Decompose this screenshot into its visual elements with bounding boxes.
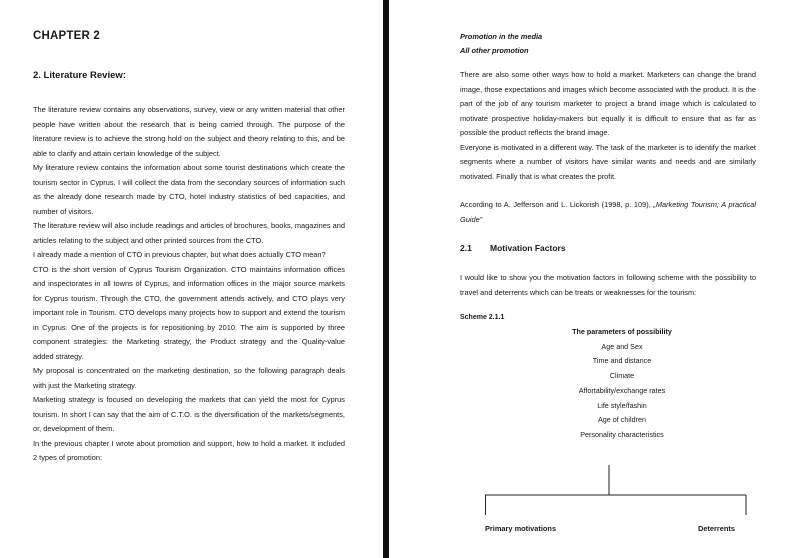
- paragraph: I already made a mention of CTO in previous chapter, but what does actually CTO mean?: [33, 250, 326, 259]
- subsection-title: Motivation Factors: [490, 243, 566, 253]
- paragraph: CTO is the short version of Cyprus Tourism Organization. CTO maintains information offices and inspectorates in all towns of Cyprus, and information offices in the major source markets for Cyprus tourism. Through the CTO, the government attends actively, and CTO plays very important role in Tourism. CTO develops many projects how to support and extend the tourism in Cyprus. One of the projects is for repositioning by 2010. The aim is supported by three component strategies: the Marketing strategy, the Product strategy and the Quality-value added strategy.: [33, 264, 345, 361]
- parameter-item: Affortability/exchange rates: [578, 385, 666, 395]
- parameter-item: Time and distance: [592, 356, 652, 366]
- section-heading: 2. Literature Review:: [33, 70, 126, 81]
- parameter-item: Life style/fashin: [597, 400, 647, 410]
- paragraph: The literature review contains any observations, survey, view or any written material that other people have written about the research that is being carried through. The purpose of the literature review is to achieve the strong hold on the subject and theory relating to this, and be able to clarify and attain certain knowledge of the subject.: [33, 105, 345, 158]
- paragraph: Everyone is motivated in a different way. The task of the marketer is to identify the market segments where a number of visitors have similar wants and needs and are similarly motivated. Finally that is what creates the profit.: [460, 142, 756, 181]
- right-page-content: [460, 30, 756, 443]
- parameters-title: The parameters of possibility: [572, 327, 672, 336]
- subsection-number: 2.1: [460, 243, 472, 253]
- primary-motivations-label: Primary motivations: [485, 524, 557, 533]
- right-page: [389, 0, 800, 558]
- left-page-content: [33, 30, 345, 466]
- paragraph: Marketing strategy is focused on developing the markets that can yield the most for Cyprus tourism. In short I can say that the aim of C.T.O. is the diversification of the markets/segments, or, development of them.: [33, 395, 345, 433]
- parameter-item: Personality characteristics: [580, 429, 664, 439]
- scheme-tree-connector: [485, 465, 747, 515]
- parameter-item: Age and Sex: [601, 341, 643, 351]
- scheme-label: Scheme 2.1.1: [460, 314, 505, 321]
- reference-title: „Marketing Tourism; A practical Guide”: [460, 200, 756, 224]
- chapter-heading: CHAPTER 2: [33, 30, 100, 42]
- parameter-item: Age of children: [598, 415, 646, 425]
- promotion-heading: All other promotion: [460, 46, 529, 55]
- left-page: [0, 0, 383, 558]
- paragraph: There are also some other ways how to hold a market. Marketers can change the brand image, those expectations and images which become associated with the product. It is the part of the job of any tourism marketer to project a brand image which is calculated to motivate prospective holiday-makers but equally it is difficult to ensure that as far as possible the product reflects the brand image.: [460, 70, 756, 137]
- reference: [460, 198, 756, 227]
- subsection-heading: [460, 243, 756, 253]
- paragraph: In the previous chapter I wrote about promotion and support, how to hold a market. It included 2 types of promotion:: [33, 438, 345, 462]
- parameter-item: Climate: [609, 371, 635, 381]
- scheme-intro: I would like to show you the motivation factors in following scheme with the possibility to travel and deterrents which can be treats or weaknesses for the tourism:: [460, 273, 756, 297]
- parameters-list: [488, 325, 756, 443]
- paragraph: My literature review contains the information about some tourist destinations which create the tourism sector in Cyprus. I will collect the data from the secondary sources of information such as the already done research made by CTO, hotel industry statistics of bed capacities, and number of visitors.: [33, 163, 345, 216]
- promotion-heading: Promotion in the media: [460, 32, 543, 41]
- deterrents-label: Deterrents: [698, 524, 735, 533]
- paragraph: My proposal is concentrated on the marketing destination, so the following paragraph deals with just the Marketing strategy.: [33, 366, 345, 390]
- reference-text: According to A. Jefferson and L. Lickorish (1998, p. 109),: [460, 200, 654, 209]
- paragraph: The literature review will also include readings and articles of brochures, books, magazines and articles relating to the subject and other printed sources from the CTO.: [33, 221, 345, 245]
